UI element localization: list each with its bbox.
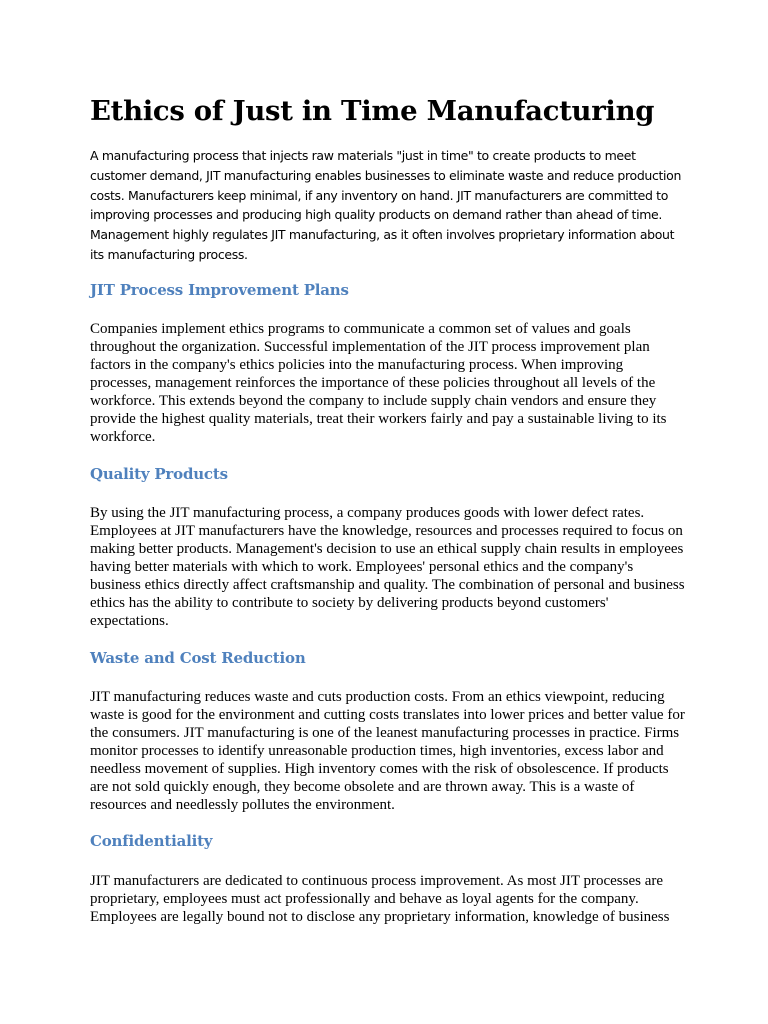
section-body-confidentiality: JIT manufacturers are dedicated to continuous process improvement. As most JIT processes are proprietary, employees must act professionally and behave as loyal agents for the company. Employees are legally bound not to disclose any proprietary information, knowledge of business bbox=[90, 873, 670, 925]
section-body-waste-and-cost-reduction: JIT manufacturing reduces waste and cuts production costs. From an ethics viewpoint, reducing waste is good for the environment and cutting costs translates into lower prices and better value for the consumers. JIT manufacturing is one of the leanest manufacturing processes in practice. Firms monitor processes to identify unreasonable production times, high inventories, excess labor and needless movement of supplies. High inventory comes with the risk of obsolescence. If products are not sold quickly enough, they become obsolete and are thrown away. This is a waste of resources and needlessly pollutes the environment. bbox=[90, 689, 685, 813]
document-title: Ethics of Just in Time Manufacturing bbox=[90, 95, 655, 127]
section-heading-confidentiality: Confidentiality bbox=[90, 832, 213, 850]
intro-paragraph: A manufacturing process that injects raw materials "just in time" to create products to meet customer demand, JIT manufacturing enables businesses to eliminate waste and reduce production costs. Manufacturers keep minimal, if any inventory on hand. JIT manufacturers are committed to improving processes and producing high quality products on demand rather than ahead of time. Management highly regulates JIT manufacturing, as it often involves proprietary information about its manufacturing process. bbox=[90, 148, 682, 262]
section-body-jit-process-improvement-plans: Companies implement ethics programs to communicate a common set of values and goals throughout the organization. Successful implementation of the JIT process improvement plan factors in the company's ethics policies into the manufacturing process. When improving processes, management reinforces the importance of these policies throughout all levels of the workforce. This extends beyond the company to include supply chain vendors and ensure they provide the highest quality materials, treat their workers fairly and pay a sustainable living to its workforce. bbox=[90, 321, 667, 445]
section-heading-quality-products: Quality Products bbox=[90, 465, 228, 483]
section-body-quality-products: By using the JIT manufacturing process, a company produces goods with lower defect rates. Employees at JIT manufacturers have the knowledge, resources and processes required to focus on making better products. Management's decision to use an ethical supply chain results in employees having better materials with which to work. Employees' personal ethics and the company's business ethics directly affect craftsmanship and quality. The combination of personal and business ethics has the ability to contribute to society by delivering products beyond customers' expectations. bbox=[90, 505, 685, 629]
section-heading-jit-process-improvement-plans: JIT Process Improvement Plans bbox=[90, 281, 349, 299]
section-heading-waste-and-cost-reduction: Waste and Cost Reduction bbox=[90, 649, 306, 667]
